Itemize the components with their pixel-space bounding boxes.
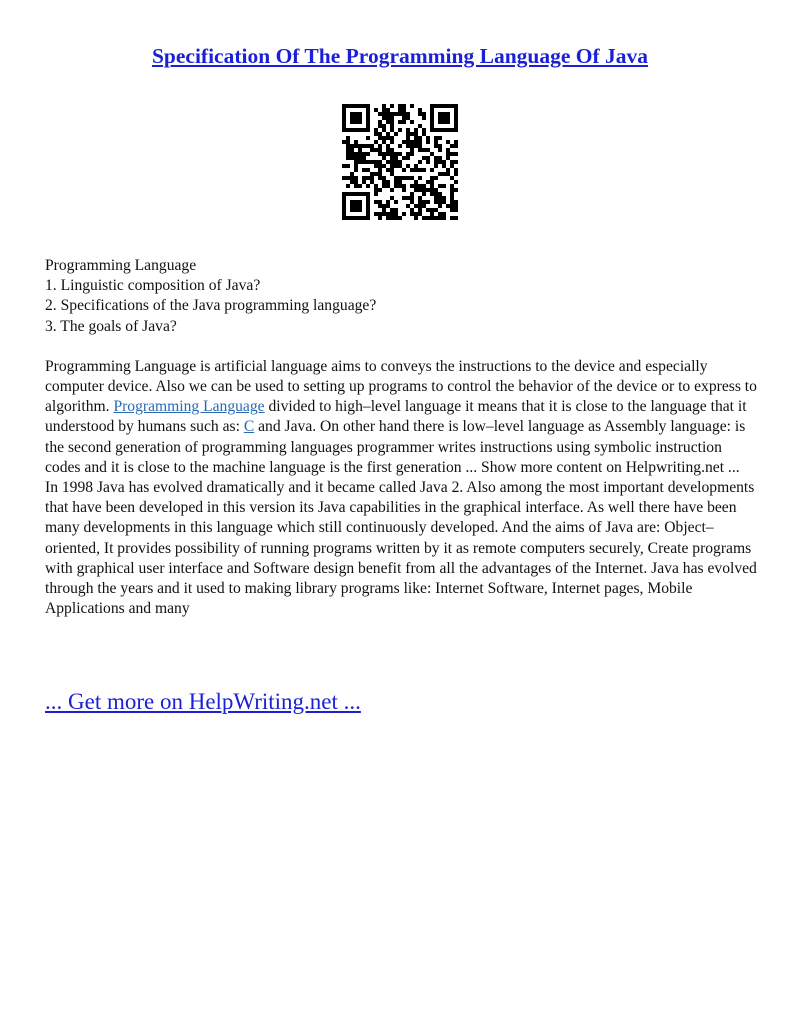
paragraph-intro-text-c: and Java. On other hand there is low–level language as Assembly language: is the second generation of programming languages programmer writes instructions using symbolic instruction codes and it is close to the machine language is the first generation ... Show more content on Helpwriting.net ... xyxy=(45,418,746,476)
paragraph-intro xyxy=(45,357,757,478)
get-more-link[interactable]: ... Get more on HelpWriting.net ... xyxy=(45,689,361,714)
toc-item-1: 1. Linguistic composition of Java? xyxy=(45,277,261,295)
toc-heading: Programming Language xyxy=(45,257,197,274)
paragraph-intro-text-a: Programming Language is artificial language aims to conveys the instructions to the device and especially computer device. Also we can be used to setting up programs to control the behavior of the device or to express to algorithm. xyxy=(45,357,757,416)
table-of-contents xyxy=(45,256,757,337)
programming-language-link[interactable]: Programming Language xyxy=(113,398,265,416)
document-title xyxy=(0,44,800,69)
paragraph-intro-text-b: divided to high–level language it means that it is close to the language that it understood by humans such as: xyxy=(45,398,747,436)
toc-item-3: 3. The goals of Java? xyxy=(45,317,177,335)
title-link[interactable]: Specification Of The Programming Language Of Java xyxy=(151,44,649,68)
qr-code-graphic xyxy=(342,104,458,220)
get-more-container xyxy=(45,689,361,715)
qr-code-icon xyxy=(342,104,458,220)
toc-item-2: 2. Specifications of the Java programming language? xyxy=(45,297,377,315)
c-language-link[interactable]: C xyxy=(243,418,255,436)
paragraph-history: In 1998 Java has evolved dramatically and it became called Java 2. Also among the most important developments that have been developed in this version its Java capabilities in the graphical interface. As well there have been many developments in this language which still continuously developed. And the aims of Java are: Object–oriented, It provides possibility of running programs written by it as remote computers securely, Create programs with graphical user interface and Software design benefit from all the advantages of the Internet. Java has evolved through the years and it used to making library programs like: Internet Software, Internet pages, Mobile Applications and many xyxy=(45,479,757,618)
document-body xyxy=(45,256,757,619)
